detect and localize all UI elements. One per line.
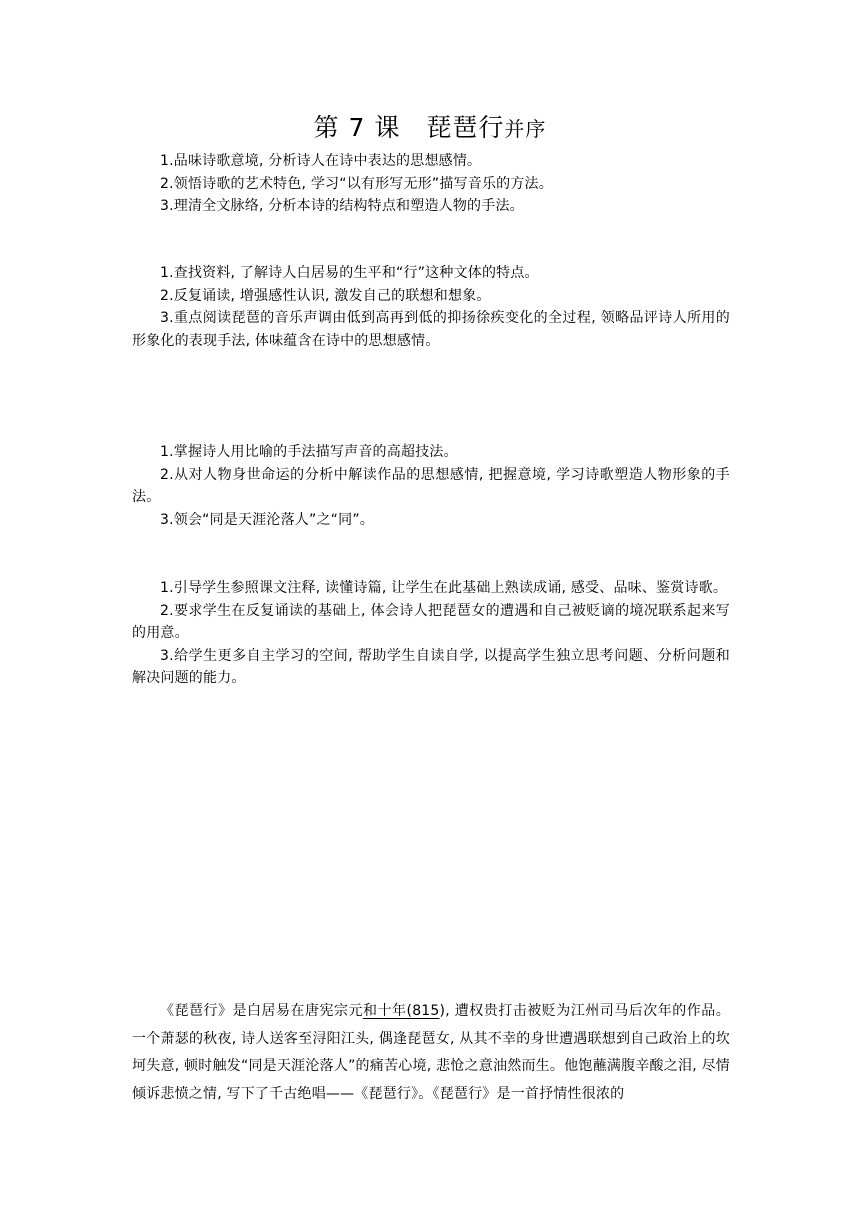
page-title [0,113,860,144]
intro-text-rest: ), 遭权贵打击被贬为江州司马后次年的作品。一个萧瑟的秋夜, 诗人送客至浔阳江头, 偶逢琵琶女, 从其不幸的身世遭遇联想到自己政治上的坎坷失意, 顿时触发“同是天涯沦落人”的痛苦心境, 悲怆之意油然而生。他饱蘸满腹辛酸之泪, 尽情倾诉悲愤之情, 写下了千古绝唱——《琵琶行》。《琵琶行》是一首抒情性很浓的 [132,1003,730,1102]
intro-underlined-year-text: 和十年(815 [363,1003,440,1019]
goal-item-2: 2.领悟诗歌的艺术特色, 学习“以有形写无形”描写音乐的方法。 [160,175,553,192]
learning-goals-section [132,150,730,218]
method-item-2: 2.反复诵读, 增强感性认识, 激发自己的联想和想象。 [160,287,491,304]
method-item-1: 1.查找资料, 了解诗人白居易的生平和“行”这种文体的特点。 [160,265,539,281]
title-sub: 并序 [504,117,547,141]
teaching-item-3: 3.给学生更多自主学习的空间, 帮助学生自读自学, 以提高学生独立思考问题、分析问题和解决问题的能力。 [132,647,730,686]
title-main: 第 7 课 琵琶行 [313,113,505,142]
method-item-3: 3.重点阅读琵琶的音乐声调由低到高再到低的抑扬徐疾变化的全过程, 领略品评诗人所用的形象化的表现手法, 体味蕴含在诗中的思想感情。 [132,310,730,349]
key-point-item-3: 3.领会“同是天涯沦落人”之“同”。 [160,511,374,528]
goal-item-3: 3.理清全文脉络, 分析本诗的结构特点和塑造人物的手法。 [160,198,524,214]
key-points-section [132,441,730,531]
intro-section [132,998,730,1108]
intro-text-start: 《琵琶行》是白居易在唐宪宗元 [160,1003,364,1019]
key-point-item-2: 2.从对人物身世命运的分析中解读作品的思想感情, 把握意境, 学习诗歌塑造人物形象的手法。 [132,466,730,505]
teaching-suggestions-section [132,577,730,690]
key-point-item-1: 1.掌握诗人用比喻的手法描写声音的高超技法。 [160,444,458,460]
study-methods-section [132,262,730,352]
teaching-item-2: 2.要求学生在反复诵读的基础上, 体会诗人把琵琶女的遭遇和自己被贬谪的境况联系起来写的用意。 [132,602,730,641]
intro-paragraph [132,998,730,1108]
teaching-item-1: 1.引导学生参照课文注释, 读懂诗篇, 让学生在此基础上熟读成诵, 感受、品味、鉴赏诗歌。 [160,580,728,596]
goal-item-1: 1.品味诗歌意境, 分析诗人在诗中表达的思想感情。 [160,153,482,169]
